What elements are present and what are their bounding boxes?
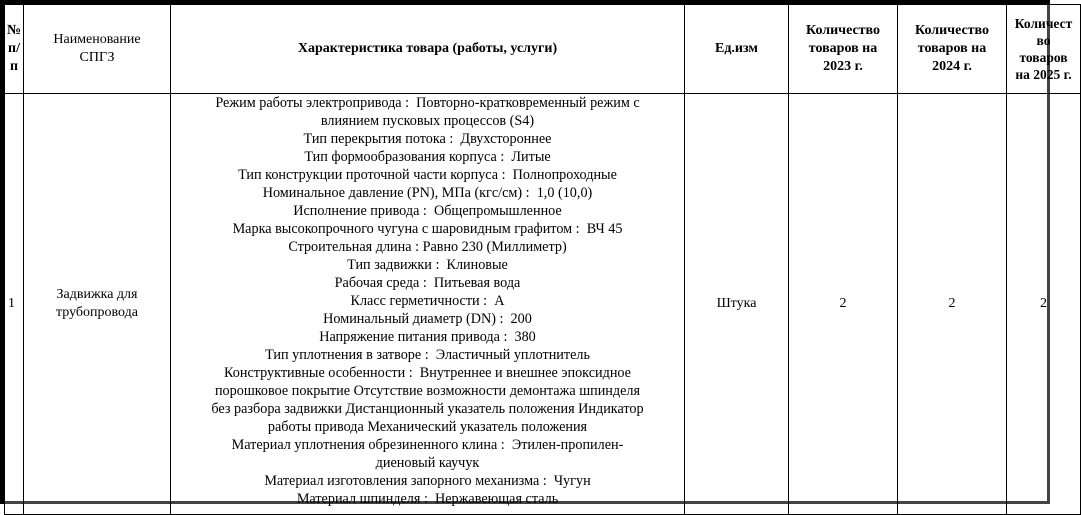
characteristic-line: Напряжение питания привода : 380 <box>319 329 536 345</box>
header-unit: Ед.изм <box>685 5 789 94</box>
characteristic-line: порошковое покрытие Отсутствие возможности демонтажа шпинделя <box>214 383 641 399</box>
characteristic-line: Рабочая среда : Питьевая вода <box>334 275 521 291</box>
characteristic-line: Режим работы электропривода : Повторно-кратковременный режим с <box>215 95 640 111</box>
header-quantity-2024: Количество товаров на 2024 г. <box>898 5 1007 94</box>
characteristic-line: Тип уплотнения в затворе : Эластичный уплотнитель <box>265 347 590 363</box>
characteristic-line: без разбора задвижки Дистанционный указатель положения Индикатор <box>211 401 644 417</box>
table-row <box>5 94 1081 515</box>
characteristic-line: Материал изготовления запорного механизма : Чугун <box>264 473 591 489</box>
header-quantity-2023: Количество товаров на 2023 г. <box>789 5 898 94</box>
characteristic-line: работы привода Механический указатель положения <box>267 419 588 435</box>
row-item-name: Задвижка для трубопровода <box>24 94 171 515</box>
characteristic-line: Номинальное давление (PN), МПа (кгс/см) : 1,0 (10,0) <box>262 185 593 201</box>
characteristic-line: Номинальный диаметр (DN) : 200 <box>323 311 532 327</box>
specification-table <box>4 4 1081 515</box>
row-number: 1 <box>5 94 24 515</box>
row-characteristics <box>171 94 685 515</box>
row-unit: Штука <box>685 94 789 515</box>
characteristic-line: Тип перекрытия потока : Двухстороннее <box>303 131 552 147</box>
characteristic-line: диеновый каучук <box>375 455 480 471</box>
characteristic-line: Тип конструкции проточной части корпуса : Полнопроходные <box>238 167 617 183</box>
header-characteristics: Характеристика товара (работы, услуги) <box>171 5 685 94</box>
characteristic-line: Тип задвижки : Клиновые <box>347 257 508 273</box>
row-quantity-2023: 2 <box>789 94 898 515</box>
header-row <box>5 5 1081 94</box>
header-number: № п/ п <box>5 5 24 94</box>
row-quantity-2024: 2 <box>898 94 1007 515</box>
header-quantity-2025: Количест во товаров на 2025 г. <box>1007 5 1081 94</box>
characteristic-line: Конструктивные особенности : Внутреннее и внешнее эпоксидное <box>224 365 631 381</box>
characteristic-line: Марка высокопрочного чугуна с шаровидным графитом : ВЧ 45 <box>232 221 623 237</box>
characteristic-line: Класс герметичности : А <box>350 293 505 309</box>
characteristic-line: Тип формообразования корпуса : Литые <box>304 149 551 165</box>
characteristic-line: влиянием пусковых процессов (S4) <box>320 113 535 129</box>
characteristic-line: Материал уплотнения обрезиненного клина : Этилен-пропилен- <box>231 437 624 453</box>
row-quantity-2025: 2 <box>1007 94 1081 515</box>
characteristic-line: Материал шпинделя : Нержавеющая сталь <box>296 491 559 507</box>
characteristic-line: Строительная длина : Равно 230 (Миллиметр) <box>288 239 567 255</box>
characteristic-line: Исполнение привода : Общепромышленное <box>293 203 562 219</box>
header-name: Наименование СПГЗ <box>24 5 171 94</box>
